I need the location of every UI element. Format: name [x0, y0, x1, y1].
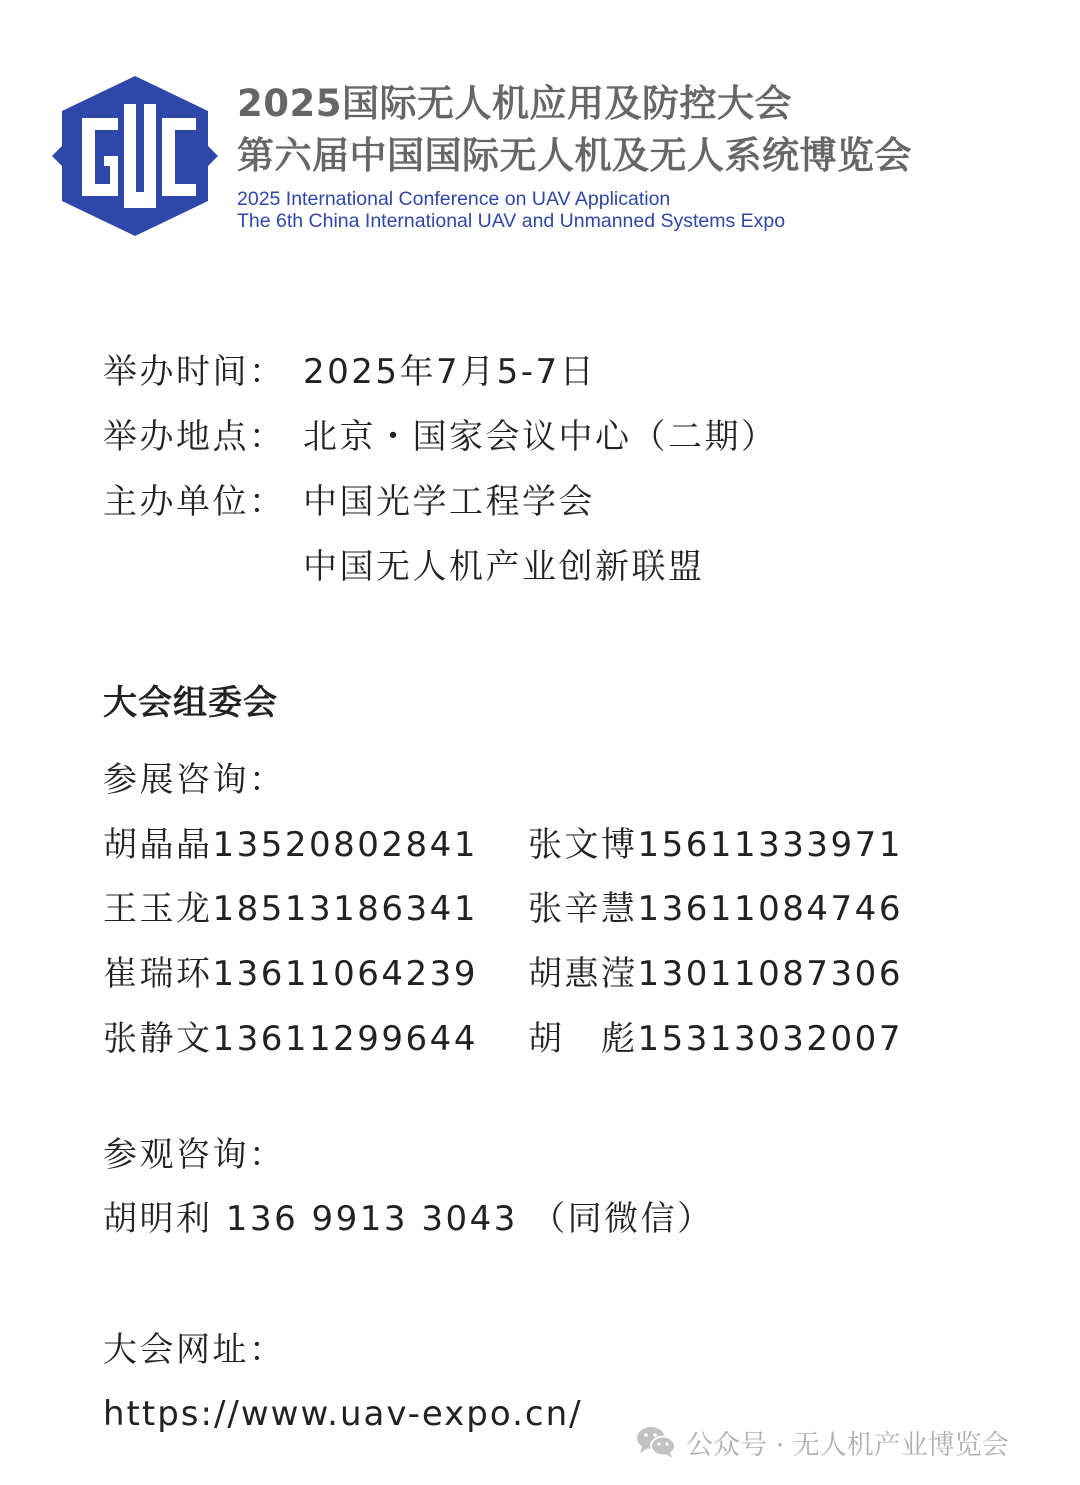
contact-entry: 胡惠滢13011087306: [528, 954, 903, 994]
event-host-label: 主办单位：: [103, 482, 286, 522]
contact-entry: 王玉龙18513186341: [103, 889, 478, 929]
website-link[interactable]: https://www.uav-expo.cn/: [103, 1394, 583, 1434]
event-time-row: [103, 352, 596, 392]
contact-entry: 胡 彪15313032007: [528, 1019, 903, 1059]
contact-entry: 张辛慧13611084746: [528, 889, 903, 929]
contact-entry: 胡晶晶13520802841: [103, 825, 478, 865]
event-host-2: 中国无人机产业创新联盟: [303, 547, 705, 587]
guc-logo: [50, 74, 220, 238]
wechat-icon: [636, 1425, 676, 1459]
wechat-watermark: [636, 1422, 1009, 1462]
event-venue-row: [103, 417, 778, 457]
event-venue-label: 举办地点：: [103, 417, 286, 457]
header-titles: [237, 78, 912, 232]
title-cn-line-1: 2025国际无人机应用及防控大会: [237, 82, 792, 125]
event-header: [50, 68, 1050, 248]
watermark-text: 公众号 · 无人机产业博览会: [686, 1429, 1009, 1461]
event-host-1: 中国光学工程学会: [303, 482, 595, 522]
event-time-label: 举办时间：: [103, 352, 286, 392]
contact-entry: 张文博15611333971: [528, 825, 903, 865]
event-venue-value: 北京・国家会议中心（二期）: [303, 417, 778, 457]
exhibit-inquiry-label: 参展咨询：: [103, 760, 286, 800]
contact-entry: 崔瑞环13611064239: [103, 954, 478, 994]
event-host-row: [103, 482, 595, 522]
title-en-line-2: The 6th China International UAV and Unmanned Systems Expo: [237, 210, 786, 232]
title-en-line-1: 2025 International Conference on UAV Application: [237, 188, 671, 210]
visit-inquiry-label: 参观咨询：: [103, 1135, 286, 1175]
event-time-value: 2025年7月5-7日: [303, 352, 597, 392]
contact-entry: 张静文13611299644: [103, 1019, 478, 1059]
committee-title: 大会组委会: [103, 683, 278, 723]
title-cn-line-2: 第六届中国国际无人机及无人系统博览会: [237, 134, 912, 177]
website-label: 大会网址：: [103, 1330, 286, 1370]
visit-contact: 胡明利 136 9913 3043 （同微信）: [103, 1199, 714, 1239]
